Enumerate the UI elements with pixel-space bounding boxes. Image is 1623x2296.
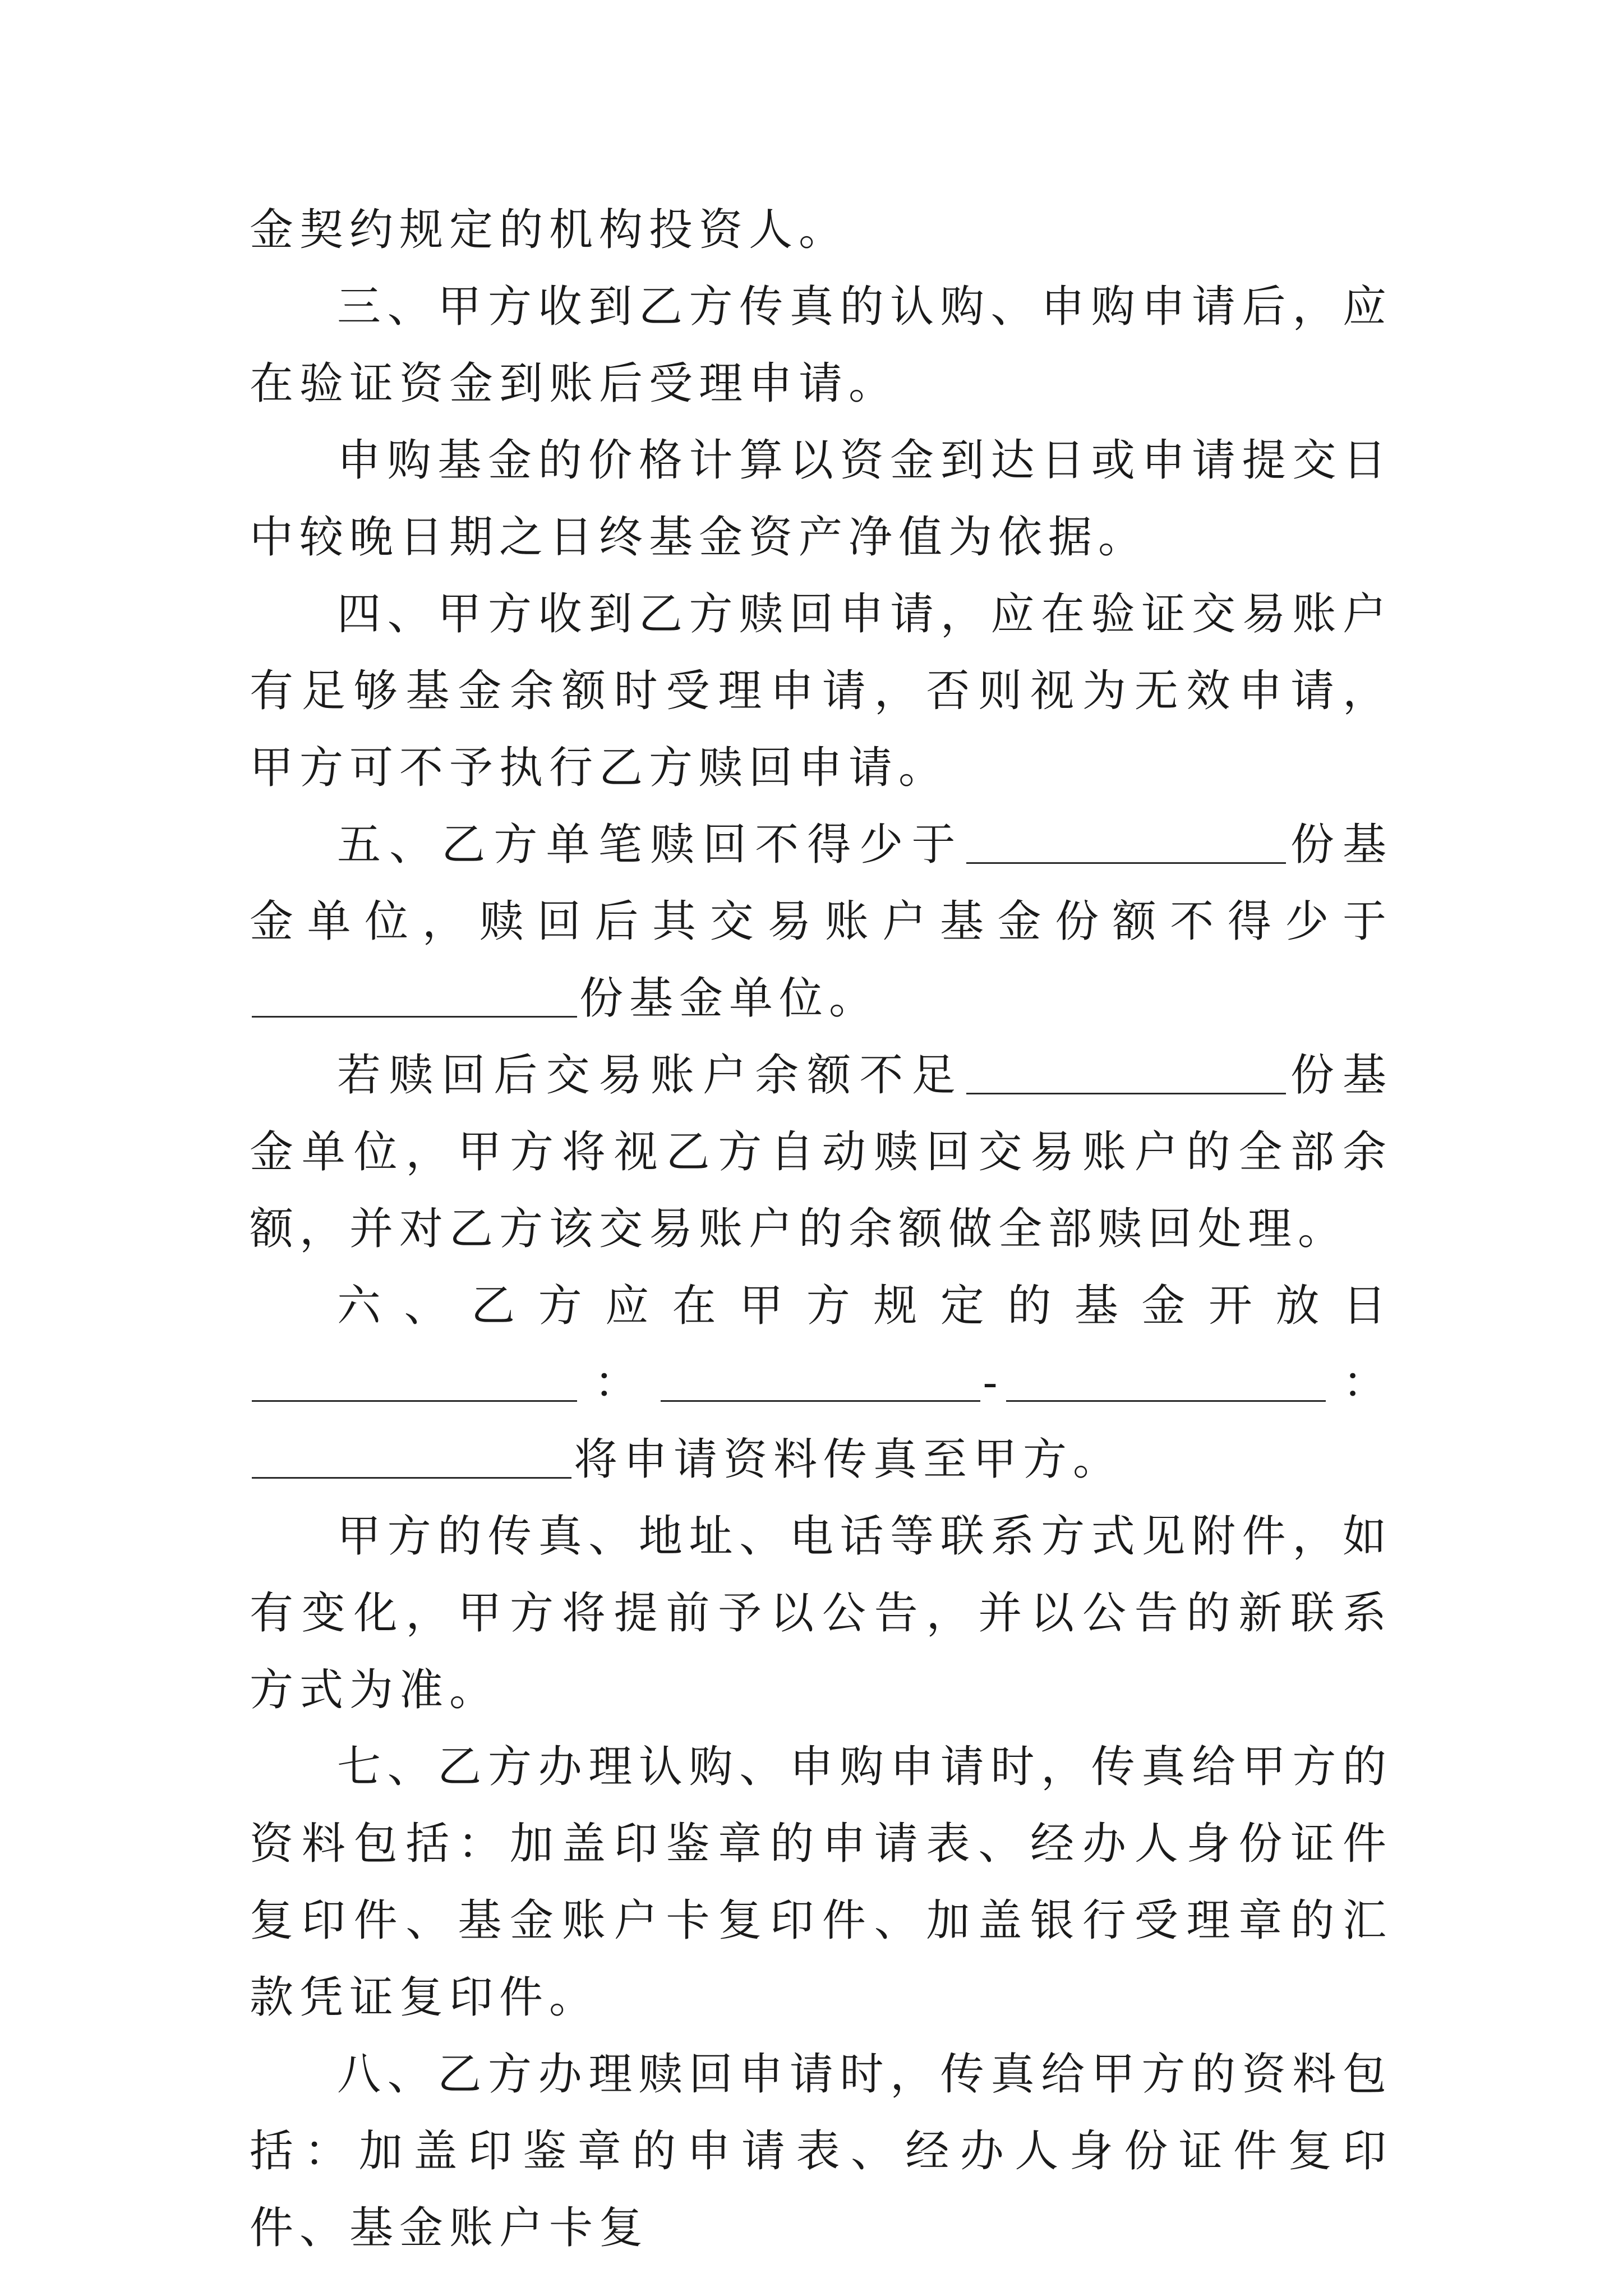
end-hour-blank[interactable]: [1006, 1361, 1326, 1402]
paragraph-0: 金契约规定的机构投资人。: [250, 205, 849, 255]
clause-5-text-c: 份基金单位。: [579, 973, 879, 1024]
open-day-blank[interactable]: [252, 1361, 577, 1402]
clause-6-text-a: 六、乙方应在甲方规定的基金开放日: [337, 1281, 1393, 1331]
paragraph-balance-insufficient: [250, 1037, 1393, 1268]
paragraph-clause-7: 七、乙方办理认购、申购申请时，传真给甲方的资料包括：加盖印鉴章的申请表、经办人身份证件复印件、基金账户卡复印件、加盖银行受理章的汇款凭证复印件。: [250, 1742, 1393, 2023]
clause-6-dash: -: [983, 1358, 1004, 1408]
start-time-blank[interactable]: [661, 1361, 980, 1402]
clause-5-text-b: 份基金单位，赎回后其交易账户基金份额不得少于: [250, 820, 1393, 947]
min-redeem-blank[interactable]: [966, 823, 1286, 864]
paragraph-clause-3: 三、甲方收到乙方传真的认购、申购申请后，应在验证资金到账后受理申请。: [250, 282, 1393, 409]
clause-6-colon-2: ：: [1327, 1358, 1393, 1408]
balance-text-b: 份基金单位，甲方将视乙方自动赎回交易账户的全部余额，并对乙方该交易账户的余额做全部赎回处理。: [250, 1050, 1393, 1254]
paragraph-clause-8: 八、乙方办理赎回申请时，传真给甲方的资料包括：加盖印鉴章的申请表、经办人身份证件复印件、基金账户卡复: [250, 2049, 1393, 2253]
paragraph-clause-5: [250, 807, 1393, 1037]
min-balance-blank[interactable]: [252, 977, 577, 1018]
clause-5-text-a: 五、乙方单笔赎回不得少于: [337, 820, 964, 870]
clause-6-text-b: 将申请资料传真至甲方。: [574, 1434, 1123, 1485]
paragraph-purchase-price: 申购基金的价格计算以资金到达日或申请提交日中较晚日期之日终基金资产净值为依据。: [250, 435, 1393, 563]
paragraph-clause-6: [250, 1268, 1393, 1498]
balance-text-a: 若赎回后交易账户余额不足: [337, 1050, 964, 1101]
clause-6-colon-1: ：: [579, 1358, 659, 1408]
balance-threshold-blank[interactable]: [966, 1053, 1286, 1094]
paragraph-clause-4: 四、甲方收到乙方赎回申请，应在验证交易账户有足够基金余额时受理申请，否则视为无效申请，甲方可不予执行乙方赎回申请。: [250, 589, 1393, 793]
document-body: [250, 192, 1393, 2267]
end-minute-blank[interactable]: [252, 1438, 571, 1479]
paragraph-contact-info: 甲方的传真、地址、电话等联系方式见附件，如有变化，甲方将提前予以公告，并以公告的新联系方式为准。: [250, 1511, 1393, 1715]
